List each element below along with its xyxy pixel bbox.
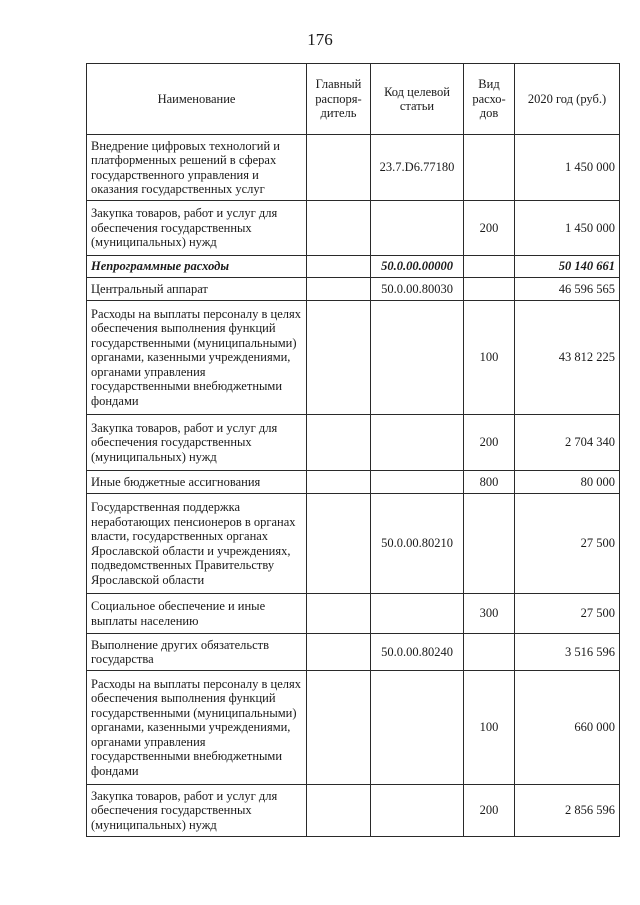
table-row (87, 256, 620, 278)
row-amount: 80 000 (515, 471, 620, 494)
row-expense-type: 300 (464, 594, 515, 634)
row-name: Центральный аппарат (87, 278, 307, 301)
row-amount: 1 450 000 (515, 135, 620, 201)
row-expense-type: 200 (464, 785, 515, 837)
row-name: Закупка товаров, работ и услуг для обеспечения государственных (муниципальных) нужд (87, 415, 307, 471)
row-amount: 2 704 340 (515, 415, 620, 471)
row-target-code (371, 671, 464, 785)
table-row (87, 494, 620, 594)
row-name: Закупка товаров, работ и услуг для обеспечения государственных (муниципальных) нужд (87, 201, 307, 256)
table-row (87, 301, 620, 415)
row-administrator (307, 415, 371, 471)
table-row (87, 594, 620, 634)
header-expense-type: Вид расхо-дов (464, 64, 515, 135)
row-name: Социальное обеспечение и иные выплаты населению (87, 594, 307, 634)
row-target-code (371, 201, 464, 256)
row-administrator (307, 471, 371, 494)
row-target-code: 50.0.00.80240 (371, 634, 464, 671)
row-amount: 43 812 225 (515, 301, 620, 415)
header-name: Наименование (87, 64, 307, 135)
row-amount: 2 856 596 (515, 785, 620, 837)
row-administrator (307, 301, 371, 415)
table-row (87, 201, 620, 256)
row-administrator (307, 201, 371, 256)
row-expense-type (464, 494, 515, 594)
row-administrator (307, 785, 371, 837)
row-administrator (307, 494, 371, 594)
row-expense-type: 800 (464, 471, 515, 494)
row-target-code (371, 415, 464, 471)
row-amount: 46 596 565 (515, 278, 620, 301)
row-name: Закупка товаров, работ и услуг для обеспечения государственных (муниципальных) нужд (87, 785, 307, 837)
row-target-code: 23.7.D6.77180 (371, 135, 464, 201)
row-administrator (307, 135, 371, 201)
row-expense-type: 100 (464, 301, 515, 415)
table-row (87, 671, 620, 785)
row-expense-type: 200 (464, 201, 515, 256)
row-target-code (371, 785, 464, 837)
row-name: Внедрение цифровых технологий и платформенных решений в сферах государственного управления и оказания государственных услуг (87, 135, 307, 201)
row-amount: 50 140 661 (515, 256, 620, 278)
table-row (87, 415, 620, 471)
table-header-row (87, 64, 620, 135)
row-target-code (371, 471, 464, 494)
row-name: Иные бюджетные ассигнования (87, 471, 307, 494)
table-row (87, 634, 620, 671)
header-administrator: Главный распоря-дитель (307, 64, 371, 135)
row-target-code: 50.0.00.80030 (371, 278, 464, 301)
row-administrator (307, 278, 371, 301)
row-name: Непрограммные расходы (87, 256, 307, 278)
page-number: 176 (307, 30, 333, 49)
table-row (87, 471, 620, 494)
row-amount: 27 500 (515, 494, 620, 594)
row-amount: 660 000 (515, 671, 620, 785)
row-administrator (307, 256, 371, 278)
header-amount-2020: 2020 год (руб.) (515, 64, 620, 135)
row-amount: 27 500 (515, 594, 620, 634)
row-expense-type (464, 278, 515, 301)
table-row (87, 785, 620, 837)
row-expense-type (464, 256, 515, 278)
budget-table (86, 63, 620, 837)
table-row (87, 135, 620, 201)
row-name: Государственная поддержка неработающих пенсионеров в органах власти, государственных органах Ярославской области и учреждениях, подведомственных Правительству Ярославской области (87, 494, 307, 594)
row-target-code: 50.0.00.80210 (371, 494, 464, 594)
row-name: Расходы на выплаты персоналу в целях обеспечения выполнения функций государственными (муниципальными) органами, казенными учреждениями, органами управления государственными внебюджетными фондами (87, 671, 307, 785)
row-expense-type: 200 (464, 415, 515, 471)
table-row (87, 278, 620, 301)
row-administrator (307, 634, 371, 671)
row-administrator (307, 594, 371, 634)
row-name: Расходы на выплаты персоналу в целях обеспечения выполнения функций государственными (муниципальными) органами, казенными учреждениями, органами управления государственными внебюджетными фондами (87, 301, 307, 415)
row-expense-type: 100 (464, 671, 515, 785)
row-expense-type (464, 634, 515, 671)
row-expense-type (464, 135, 515, 201)
row-name: Выполнение других обязательств государства (87, 634, 307, 671)
row-amount: 1 450 000 (515, 201, 620, 256)
header-target-code: Код целевой статьи (371, 64, 464, 135)
row-amount: 3 516 596 (515, 634, 620, 671)
row-target-code (371, 594, 464, 634)
row-target-code: 50.0.00.00000 (371, 256, 464, 278)
row-administrator (307, 671, 371, 785)
row-target-code (371, 301, 464, 415)
